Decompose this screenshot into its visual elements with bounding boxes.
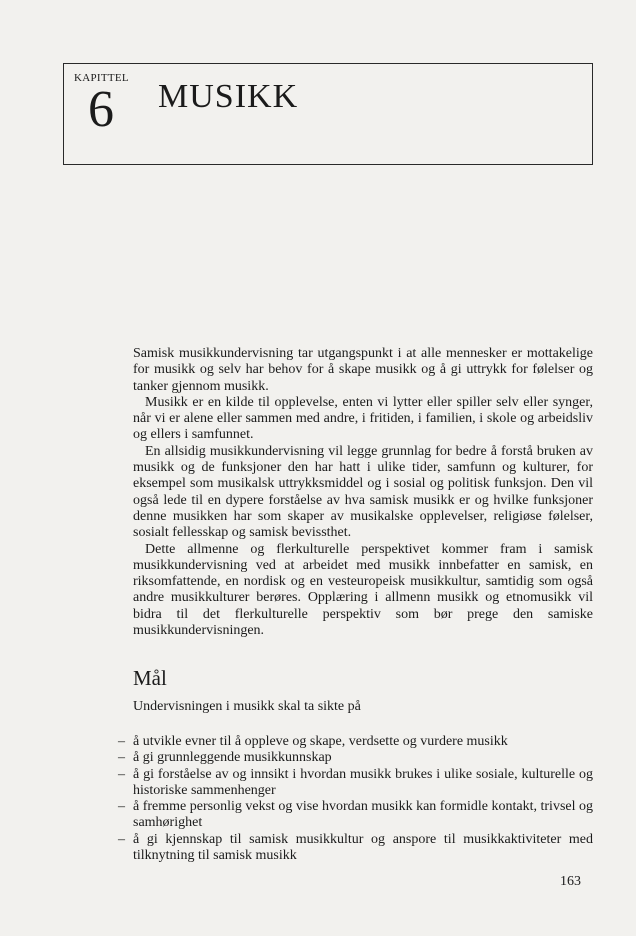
goals-lead: Undervisningen i musikk skal ta sikte på bbox=[133, 699, 361, 714]
list-item-text: å gi kjennskap til samisk musikkultur og anspore til musikkaktiviteter med tilknytning til samisk musikk bbox=[133, 831, 593, 864]
list-item-text: å utvikle evner til å oppleve og skape, verdsette og vurdere musikk bbox=[133, 734, 508, 749]
list-item bbox=[118, 832, 593, 865]
list-dash: – bbox=[118, 799, 125, 815]
list-item bbox=[118, 750, 593, 766]
goals-list bbox=[118, 734, 593, 864]
chapter-header bbox=[63, 63, 593, 165]
list-dash: – bbox=[118, 766, 125, 782]
paragraph: Samisk musikkundervisning tar utgangspunkt i at alle mennesker er mottakelige for musikk og selv har behov for å skape musikk og å gi uttrykk for følelser og tanker gjennom musikk. bbox=[133, 346, 593, 394]
paragraph: En allsidig musikkundervisning vil legge grunnlag for bedre å forstå bruken av musikk og de funksjoner den har hatt i ulike tider, samfunn og kulturer, for eksempel som musikalsk uttrykksmiddel og i sosial og politisk funksjon. Den vil også lede til en dypere forståelse av hva samisk musikk er og hvilke funksjoner denne musikken har som skaper av musikalske opplevelser, religiøse følelser, sosialt fellesskap og samisk bevissthet. bbox=[133, 443, 593, 541]
list-item bbox=[118, 767, 593, 800]
chapter-number: 6 bbox=[88, 81, 114, 138]
list-dash: – bbox=[118, 734, 125, 749]
list-item-text: å gi forståelse av og innsikt i hvordan musikk brukes i ulike sosiale, kulturelle og historiske sammenhenger bbox=[133, 766, 593, 798]
list-dash: – bbox=[118, 831, 125, 847]
list-dash: – bbox=[118, 750, 125, 766]
paragraph: Musikk er en kilde til opplevelse, enten vi lytter eller spiller selv eller synger, når vi er alene eller sammen med andre, i fritiden, i familien, i skole og arbeidsliv og ellers i samfunnet. bbox=[133, 394, 593, 443]
list-item-text: å gi grunnleggende musikkunnskap bbox=[133, 750, 332, 766]
chapter-title: MUSIKK bbox=[158, 78, 299, 115]
chapter-label: KAPITTEL bbox=[74, 72, 129, 84]
section-heading-maal: Mål bbox=[133, 666, 167, 690]
list-item bbox=[118, 734, 593, 750]
intro-text bbox=[133, 346, 593, 639]
list-item-text: å fremme personlig vekst og vise hvordan musikk kan formidle kontakt, trivsel og samhørighet bbox=[133, 799, 593, 831]
page-number: 163 bbox=[560, 874, 581, 889]
paragraph: Dette allmenne og flerkulturelle perspektivet kommer fram i samisk musikkundervisning ved at arbeidet med musikk innbefatter en samisk, en riksomfattende, en nordisk og en vesteuropeisk musikkultur, samtidig som også andre musikkulturer berøres. Opplæring i allmenn musikk og etnomusikk vil bidra til det flerkulturelle perspektiv som bør prege den samiske musikkundervisningen. bbox=[133, 541, 593, 639]
list-item bbox=[118, 799, 593, 832]
